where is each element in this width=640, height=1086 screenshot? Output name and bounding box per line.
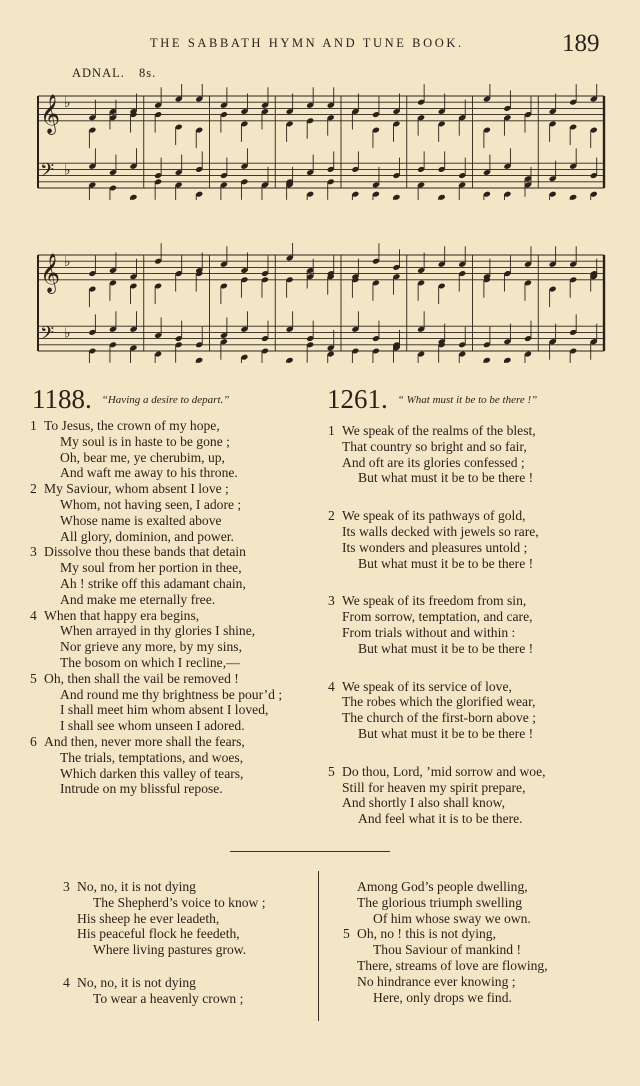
verse-line xyxy=(63,911,266,927)
verse-text: And oft are its glories confessed ; xyxy=(342,454,525,470)
verse-text: Its wonders and pleasures untold ; xyxy=(342,539,528,555)
hymn-number: 1261. xyxy=(327,384,388,414)
verse-line xyxy=(30,465,282,481)
verse-text: But what must it be to be there ! xyxy=(358,555,534,571)
verse-line xyxy=(328,455,546,471)
verse-line xyxy=(30,608,282,624)
running-title: THE SABBATH HYMN AND TUNE BOOK. xyxy=(150,36,464,50)
verse-line xyxy=(30,766,282,782)
verse-line xyxy=(30,734,282,750)
verse-line xyxy=(30,718,282,734)
verse-text: Whom, not having seen, I adore ; xyxy=(60,496,242,512)
verse-number: 3 xyxy=(328,593,335,609)
page-number: 189 xyxy=(562,30,600,57)
music-score-system-2 xyxy=(34,243,610,363)
verse-line xyxy=(328,625,546,641)
verse-number: 3 xyxy=(30,544,37,560)
verse-line xyxy=(63,879,266,895)
verse-line xyxy=(328,556,546,572)
verse-line xyxy=(63,895,266,911)
stanza-gap xyxy=(328,742,546,764)
verse-line xyxy=(328,694,546,710)
verse-line xyxy=(30,639,282,655)
hymn-subtitle: “Having a desire to depart.” xyxy=(101,393,230,406)
verse-line xyxy=(30,655,282,671)
verse-text: But what must it be to be there ! xyxy=(358,640,534,656)
verse-number: 5 xyxy=(30,670,37,686)
verse-number: 1 xyxy=(30,418,37,433)
verse-text: Its walls decked with jewels so rare, xyxy=(342,523,539,539)
verse-text: And shortly I also shall know, xyxy=(342,795,505,811)
verse-text: We speak of the realms of the blest, xyxy=(342,423,536,438)
verse-line xyxy=(30,592,282,608)
verse-line xyxy=(328,679,546,695)
verse-line xyxy=(328,439,546,455)
hymn-number: 1188. xyxy=(32,384,92,414)
verse-line xyxy=(328,641,546,657)
verse-text: The church of the first-born above ; xyxy=(342,710,537,726)
verse-text: The Shepherd’s voice to know ; xyxy=(93,894,266,910)
verse-line xyxy=(63,991,266,1007)
verse-text: My Saviour, whom absent I love ; xyxy=(44,481,229,497)
score-svg xyxy=(34,243,610,363)
verse-line xyxy=(328,508,546,524)
treble-clef-icon: 𝄞 xyxy=(40,93,61,134)
verse-line xyxy=(30,450,282,466)
verse-text: Intrude on my blissful repose. xyxy=(60,781,223,797)
verse-line xyxy=(63,942,266,958)
verse-number: 1 xyxy=(328,423,335,438)
verse-text: Among God’s people dwelling, xyxy=(357,879,528,894)
verse-text: Which darken this valley of tears, xyxy=(60,765,244,781)
verse-text: Oh, bear me, ye cherubim, up, xyxy=(60,449,225,465)
verse-line xyxy=(30,702,282,718)
verse-text: To wear a heavenly crown ; xyxy=(93,990,244,1006)
verse-text: Nor grieve any more, by my sins, xyxy=(60,639,242,655)
verse-line xyxy=(328,710,546,726)
verse-line xyxy=(63,975,266,991)
verse-line xyxy=(30,781,282,797)
verse-text: Do thou, Lord, ’mid sorrow and woe, xyxy=(342,763,546,779)
verse-text: Of him whose sway we own. xyxy=(373,910,531,926)
flat-icon: ♭ xyxy=(64,325,71,342)
verse-line xyxy=(343,879,548,895)
verse-text: I shall see whom unseen I adored. xyxy=(60,718,245,734)
verse-text: All glory, dominion, and power. xyxy=(60,528,234,544)
verse-text: But what must it be to be there ! xyxy=(358,725,534,741)
verse-text: Where living pastures grow. xyxy=(93,942,247,958)
verse-line xyxy=(63,926,266,942)
verse-text: Ah ! strike off this adamant chain, xyxy=(60,575,246,591)
verse-text: The robes which the glorified wear, xyxy=(342,694,536,710)
verse-number: 2 xyxy=(30,481,37,497)
hymn-1261-text xyxy=(328,423,546,827)
stanza-gap xyxy=(328,486,546,508)
verse-line xyxy=(328,780,546,796)
verse-text: The glorious triumph swelling xyxy=(357,894,522,910)
verse-text: No hindrance ever knowing ; xyxy=(357,973,516,989)
verse-text: His sheep he ever leadeth, xyxy=(77,910,220,926)
verse-text: Dissolve thou these bands that detain xyxy=(44,544,246,560)
column-rule xyxy=(318,871,319,1021)
verse-line xyxy=(343,990,548,1006)
verse-line xyxy=(328,540,546,556)
verse-line xyxy=(30,687,282,703)
verse-text: No, no, it is not dying xyxy=(77,974,196,990)
verse-line xyxy=(30,576,282,592)
score-svg xyxy=(34,84,610,200)
verse-number: 5 xyxy=(343,926,350,942)
verse-text: When that happy era begins, xyxy=(44,607,200,623)
verse-text: We speak of its pathways of gold, xyxy=(342,508,526,524)
tune-meter: 8s. xyxy=(139,66,157,80)
verse-line xyxy=(30,418,282,434)
hymn-1188-heading xyxy=(32,384,229,415)
verse-line xyxy=(30,497,282,513)
verse-line xyxy=(328,795,546,811)
verse-text: Thou Saviour of mankind ! xyxy=(373,942,521,958)
verse-line xyxy=(328,524,546,540)
verse-number: 3 xyxy=(63,879,70,894)
continuation-left xyxy=(63,879,266,1007)
stanza-gap xyxy=(328,657,546,679)
verse-line xyxy=(328,609,546,625)
verse-text: From sorrow, temptation, and care, xyxy=(342,609,533,625)
music-score-system-1 xyxy=(34,84,610,200)
verse-line xyxy=(30,434,282,450)
verse-text: Still for heaven my spirit prepare, xyxy=(342,779,526,795)
verse-number: 5 xyxy=(328,763,335,779)
verse-line xyxy=(328,726,546,742)
treble-clef-icon: 𝄞 xyxy=(40,252,61,293)
verse-line xyxy=(343,974,548,990)
stanza-gap xyxy=(63,958,266,975)
verse-line xyxy=(30,481,282,497)
verse-text: The bosom on which I recline,— xyxy=(60,654,240,670)
verse-text: Oh, then shall the vail be removed ! xyxy=(44,670,239,686)
verse-text: The trials, temptations, and woes, xyxy=(60,749,244,765)
verse-text: But what must it be to be there ! xyxy=(358,470,534,486)
verse-text: That country so bright and so fair, xyxy=(342,438,527,454)
hymn-1188-text xyxy=(30,418,282,797)
verse-text: No, no, it is not dying xyxy=(77,879,196,894)
verse-line xyxy=(328,423,546,439)
tune-title xyxy=(72,66,156,81)
verse-line xyxy=(343,926,548,942)
verse-number: 2 xyxy=(328,508,335,524)
verse-line xyxy=(30,560,282,576)
verse-line xyxy=(328,764,546,780)
verse-line xyxy=(328,470,546,486)
verse-number: 4 xyxy=(328,678,335,694)
verse-line xyxy=(30,544,282,560)
tune-name: ADNAL. xyxy=(72,66,125,80)
verse-line xyxy=(328,811,546,827)
hymn-1261-heading xyxy=(327,384,537,415)
verse-text: His peaceful flock he feedeth, xyxy=(77,926,240,942)
hymn-subtitle: “ What must it be to be there !” xyxy=(397,393,538,406)
verse-text: We speak of its service of love, xyxy=(342,678,512,694)
bass-clef-icon: 𝄢 xyxy=(40,323,55,349)
verse-line xyxy=(343,958,548,974)
verse-line xyxy=(343,911,548,927)
verse-line xyxy=(328,593,546,609)
stanza-gap xyxy=(328,571,546,593)
flat-icon: ♭ xyxy=(64,95,71,112)
verse-number: 4 xyxy=(63,974,70,990)
verse-number: 4 xyxy=(30,607,37,623)
verse-text: And round me thy brightness be pour’d ; xyxy=(60,686,283,702)
verse-text: There, streams of love are flowing, xyxy=(357,957,548,973)
verse-text: And feel what it is to be there. xyxy=(358,811,523,827)
section-divider xyxy=(230,851,390,852)
bass-clef-icon: 𝄢 xyxy=(40,160,55,186)
verse-number: 6 xyxy=(30,733,37,749)
verse-text: When arrayed in thy glories I shine, xyxy=(60,623,256,639)
verse-text: And waft me away to his throne. xyxy=(60,465,238,481)
verse-text: From trials without and within : xyxy=(342,624,516,640)
flat-icon: ♭ xyxy=(64,254,71,271)
verse-text: And then, never more shall the fears, xyxy=(44,733,245,749)
verse-text: I shall meet him whom absent I loved, xyxy=(60,702,269,718)
flat-icon: ♭ xyxy=(64,162,71,179)
verse-text: My soul from her portion in thee, xyxy=(60,560,242,576)
verse-text: Here, only drops we find. xyxy=(373,989,512,1005)
verse-line xyxy=(30,623,282,639)
continuation-right xyxy=(343,879,548,1005)
verse-line xyxy=(30,671,282,687)
verse-line xyxy=(343,942,548,958)
verse-text: We speak of its freedom from sin, xyxy=(342,593,527,609)
verse-text: Oh, no ! this is not dying, xyxy=(357,926,496,942)
verse-text: To Jesus, the crown of my hope, xyxy=(44,418,220,433)
verse-line xyxy=(30,750,282,766)
verse-line xyxy=(30,529,282,545)
verse-line xyxy=(343,895,548,911)
verse-line xyxy=(30,513,282,529)
verse-text: Whose name is exalted above xyxy=(60,512,222,528)
verse-text: And make me eternally free. xyxy=(60,591,216,607)
verse-text: My soul is in haste to be gone ; xyxy=(60,433,230,449)
